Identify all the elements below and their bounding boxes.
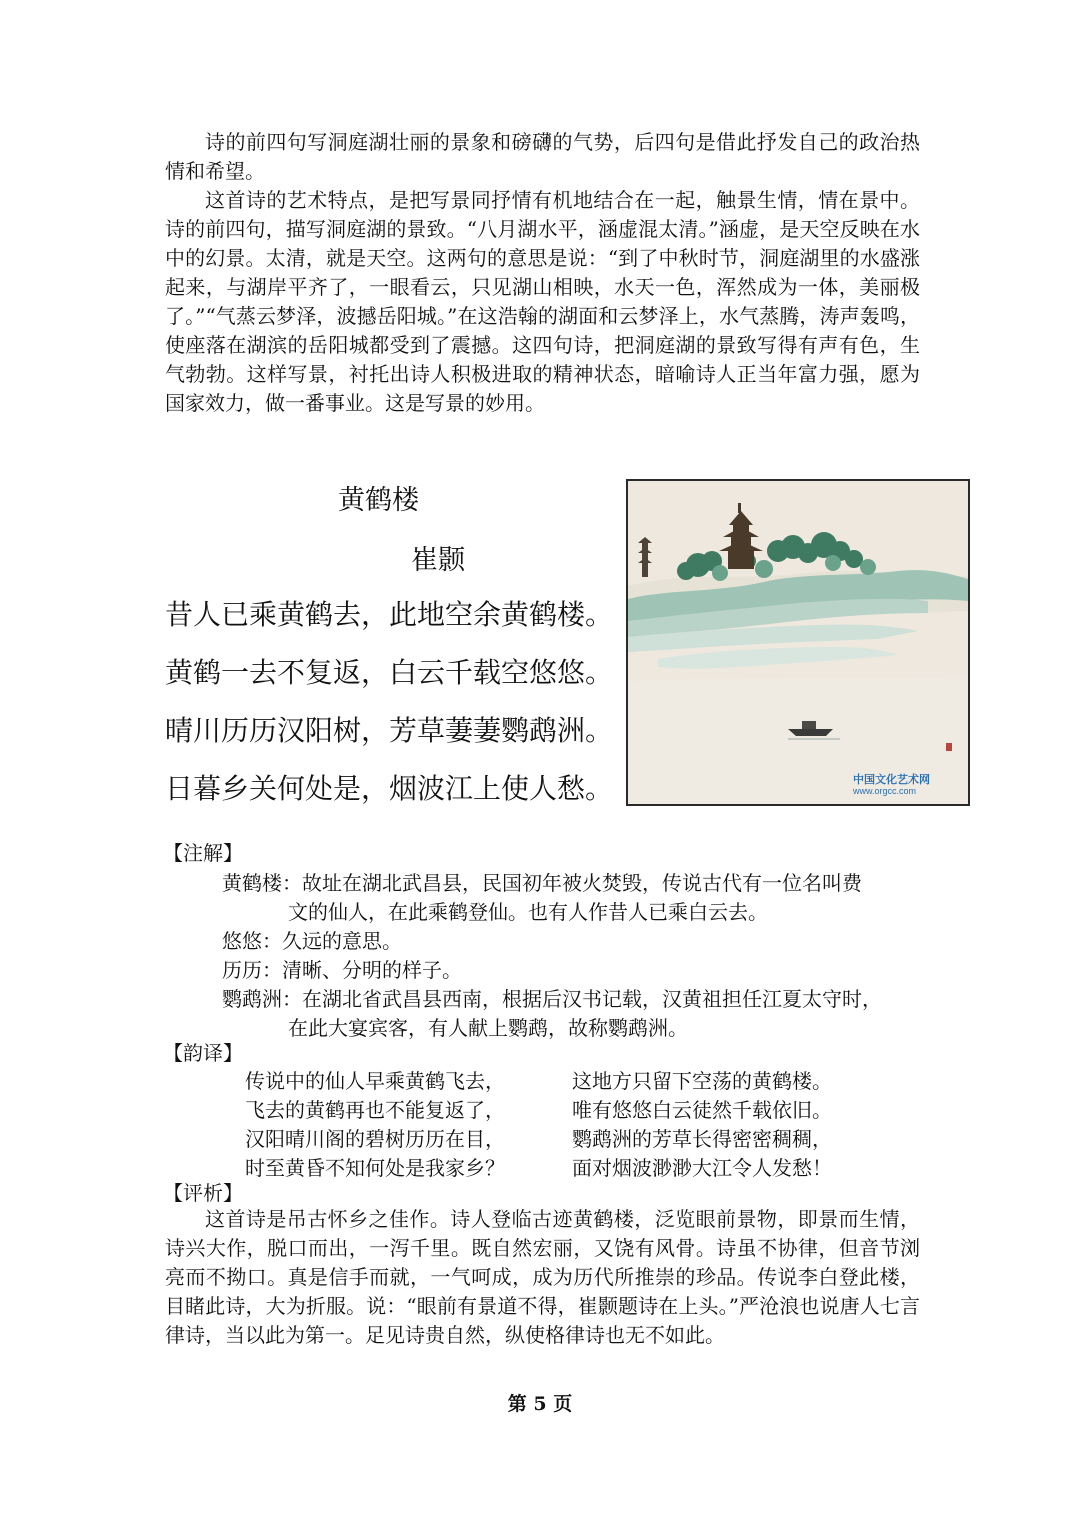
yellow-crane-tower-painting <box>626 479 970 806</box>
intro-text <box>165 128 920 418</box>
note-yellow-crane: 黄鹤楼：故址在湖北武昌县，民国初年被火焚毁，传说古代有一位名叫费 <box>222 871 862 895</box>
note-yellow-crane-cont: 文的仙人，在此乘鹤登仙。也有人作昔人已乘白云去。 <box>288 900 768 924</box>
translation-left-line: 传说中的仙人早乘黄鹤飞去， <box>245 1069 505 1093</box>
poem-line: 晴川历历汉阳树，芳草萋萋鹦鹉洲。 <box>165 714 614 747</box>
translation-left-line: 飞去的黄鹤再也不能复返了， <box>245 1098 505 1122</box>
poem-line: 日暮乡关何处是，烟波江上使人愁。 <box>165 772 614 805</box>
intro-paragraph-2: 这首诗的艺术特点，是把写景同抒情有机地结合在一起，触景生情，情在景中。诗的前四句，描写洞庭湖的景致。“八月湖水平，涵虚混太清。”涵虚，是天空反映在水中的幻景。太清，就是天空。这两句的意思是说：“到了中秋时节，洞庭湖里的水盛涨起来，与湖岸平齐了，一眼看云，只见湖山相映，水天一色，浑然成为一体，美丽极了。”“气蒸云梦泽，波撼岳阳城。”在这浩翰的湖面和云梦泽上，水气蒸腾，涛声轰鸣，使座落在湖滨的岳阳城都受到了震撼。这四句诗，把洞庭湖的景致写得有声有色，生气勃勃。这样写景，衬托出诗人积极进取的精神状态，暗喻诗人正当年富力强，愿为国家效力，做一番事业。这是写景的妙用。 <box>165 188 920 415</box>
poem-lines <box>165 592 625 824</box>
translation-right-line: 鹦鹉洲的芳草长得密密稠稠， <box>572 1127 832 1151</box>
painting-watermark-title: 中国文化艺术网 <box>853 774 930 786</box>
translation-right-line: 面对烟波渺渺大江令人发愁！ <box>572 1156 832 1180</box>
note-lili: 历历：清晰、分明的样子。 <box>222 958 462 982</box>
analysis-heading: 【评析】 <box>163 1181 243 1205</box>
note-parrot-isle-cont: 在此大宴宾客，有人献上鹦鹉，故称鹦鹉洲。 <box>288 1016 688 1040</box>
poem-author: 崔颢 <box>411 545 465 576</box>
page-number: 第 5 页 <box>507 1393 573 1415</box>
translation-left-line: 汉阳晴川阁的碧树历历在目， <box>245 1127 505 1151</box>
poem-line: 黄鹤一去不复返，白云千载空悠悠。 <box>165 656 614 689</box>
translation-heading: 【韵译】 <box>163 1041 243 1065</box>
notes-heading: 【注解】 <box>163 841 243 865</box>
intro-paragraph-1: 诗的前四句写洞庭湖壮丽的景象和磅礴的气势，后四句是借此抒发自己的政治热情和希望。 <box>165 130 920 183</box>
note-youyou: 悠悠：久远的意思。 <box>222 929 402 953</box>
translation-right-line: 唯有悠悠白云徒然千载依旧。 <box>572 1098 832 1122</box>
translation-left-line: 时至黄昏不知何处是我家乡？ <box>245 1156 505 1180</box>
analysis-paragraph: 这首诗是吊古怀乡之佳作。诗人登临古迹黄鹤楼，泛览眼前景物，即景而生情，诗兴大作，脱口而出，一泻千里。既自然宏丽，又饶有风骨。诗虽不协律，但音节浏亮而不拗口。真是信手而就，一气呵成，成为历代所推崇的珍品。传说李白登此楼，目睹此诗，大为折服。说：“眼前有景道不得，崔颢题诗在上头。”严沧浪也说唐人七言律诗，当以此为第一。足见诗贵自然，纵使格律诗也无不如此。 <box>165 1207 920 1347</box>
painting-watermark-url: www.orgcc.com <box>853 786 917 796</box>
poem-title: 黄鹤楼 <box>338 485 419 516</box>
analysis-text <box>165 1205 920 1350</box>
translation-right-line: 这地方只留下空荡的黄鹤楼。 <box>572 1069 832 1093</box>
note-parrot-isle: 鹦鹉洲：在湖北省武昌县西南，根据后汉书记载，汉黄祖担任江夏太守时， <box>222 987 882 1011</box>
poem-line: 昔人已乘黄鹤去，此地空余黄鹤楼。 <box>165 598 614 631</box>
